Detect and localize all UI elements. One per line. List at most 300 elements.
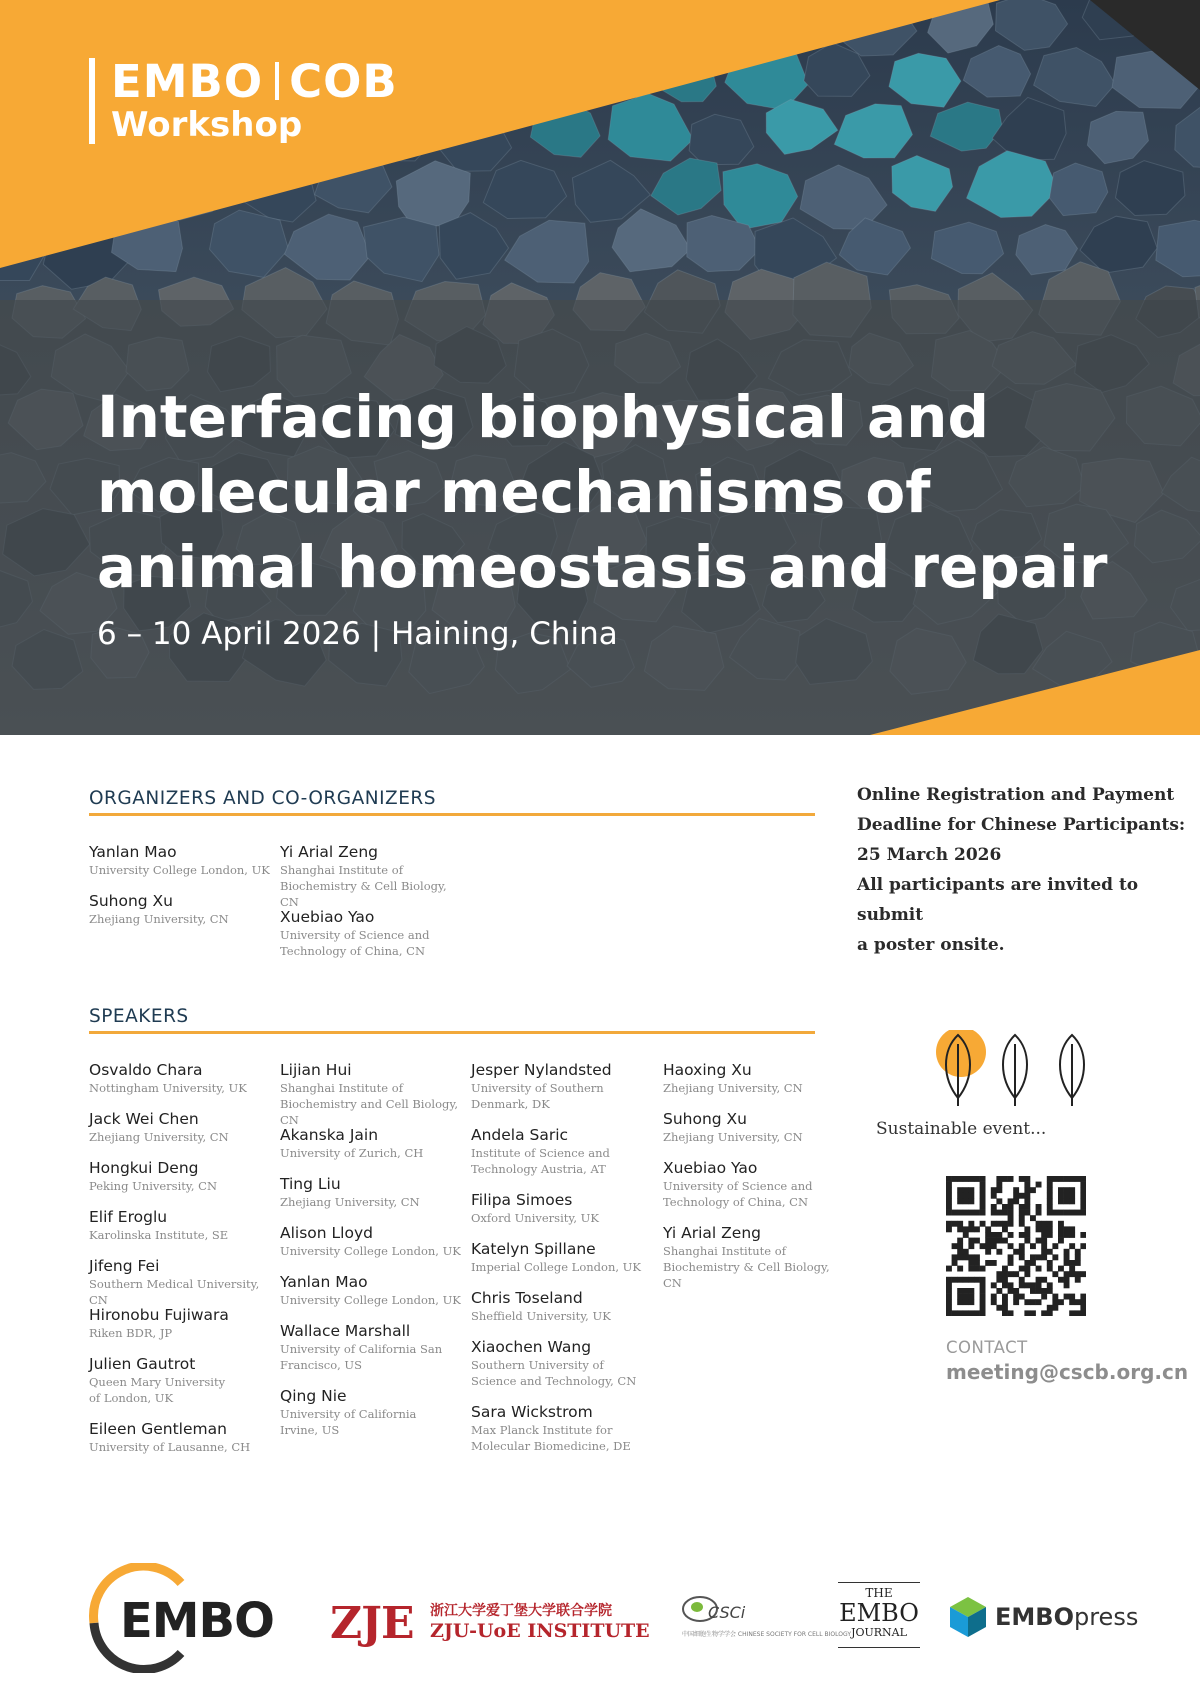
speaker-entry [471,1289,656,1324]
qr-module [1047,1193,1053,1199]
qr-module [985,1260,991,1266]
qr-module [1024,1204,1030,1210]
qr-module [963,1193,969,1199]
qr-module [1019,1282,1025,1288]
qr-module [996,1198,1002,1204]
qr-module [957,1294,963,1300]
qr-module [968,1266,974,1272]
qr-module [952,1277,958,1283]
qr-module [1019,1266,1025,1272]
registration-line-1: Online Registration and Payment [857,785,1175,805]
speaker-entry [89,1159,274,1194]
person-name: Qing Nie [280,1387,347,1405]
qr-module [1047,1232,1053,1238]
registration-notice [857,780,1187,960]
qr-module [1008,1176,1014,1182]
person-name: Haoxing Xu [663,1061,752,1079]
qr-module [1036,1221,1042,1227]
qr-module [1008,1310,1014,1316]
qr-module [1002,1204,1008,1210]
qr-module [1069,1210,1075,1216]
qr-module [1069,1187,1075,1193]
qr-module [1064,1282,1070,1288]
qr-module [1052,1243,1058,1249]
qr-module [1047,1288,1053,1294]
qr-module [1064,1187,1070,1193]
person-affiliation: University of Science and Technology of China, CN [663,1179,813,1209]
qr-module [980,1221,986,1227]
person-name: Katelyn Spillane [471,1240,596,1258]
qr-module [996,1305,1002,1311]
zje-mark: ZJE [330,1598,414,1649]
qr-module [1069,1310,1075,1316]
press-bold: EMBO [995,1603,1074,1631]
qr-module [1013,1193,1019,1199]
qr-module [957,1299,963,1305]
person-affiliation: Shanghai Institute of Biochemistry and Cell Biology, CN [280,1081,458,1127]
speaker-entry [280,1224,465,1259]
qr-module [1024,1210,1030,1216]
qr-module [1058,1221,1064,1227]
contact-email-link[interactable]: meeting@cscb.org.cn [946,1360,1189,1384]
person-affiliation: University of California San Francisco, US [280,1342,443,1372]
person-name: Filipa Simoes [471,1191,573,1209]
qr-module [1019,1215,1025,1221]
registration-line-2: Deadline for Chinese Participants: [857,815,1186,835]
qr-module [1036,1182,1042,1188]
qr-module [1041,1277,1047,1283]
person-name: Alison Lloyd [280,1224,373,1242]
qr-module [1064,1294,1070,1300]
qr-module [1041,1243,1047,1249]
qr-module [996,1176,1002,1182]
qr-module [1036,1277,1042,1283]
qr-module [1080,1198,1086,1204]
qr-module [1041,1226,1047,1232]
qr-module [957,1277,963,1283]
qr-module [1036,1226,1042,1232]
csci-subtitle: 中国细胞生物学学会 CHINESE SOCIETY FOR CELL BIOLOGY [682,1631,851,1638]
qr-module [1024,1238,1030,1244]
person-name: Yanlan Mao [89,843,177,861]
qr-module [991,1238,997,1244]
qr-module [1052,1176,1058,1182]
qr-module [957,1198,963,1204]
qr-module [968,1260,974,1266]
organizer-entry [89,892,274,927]
qr-module [1030,1282,1036,1288]
qr-module [980,1198,986,1204]
qr-module [1041,1249,1047,1255]
person-affiliation: Southern University of Science and Technology, CN [471,1358,637,1388]
qr-module [996,1187,1002,1193]
qr-module [946,1305,952,1311]
title-line-3: animal homeostasis and repair [97,533,1108,601]
qr-module [1030,1243,1036,1249]
qr-module [1075,1254,1081,1260]
qr-module [1069,1271,1075,1277]
qr-module [1019,1254,1025,1260]
qr-module [1058,1187,1064,1193]
qr-module [1019,1221,1025,1227]
embo-cob-workshop-brand [89,55,398,145]
person-affiliation: Zhejiang University, CN [663,1081,803,1095]
qr-module [1008,1204,1014,1210]
qr-module [952,1176,958,1182]
speaker-entry [280,1126,465,1161]
qr-module [980,1310,986,1316]
registration-deadline: 25 March 2026 [857,845,1002,865]
qr-module [963,1198,969,1204]
speaker-entry [663,1061,848,1096]
qr-module [996,1182,1002,1188]
qr-module [1047,1282,1053,1288]
person-name: Akanska Jain [280,1126,379,1144]
person-affiliation: Shanghai Institute of Biochemistry & Cell Biology, CN [280,863,447,909]
person-name: Yi Arial Zeng [280,843,378,861]
qr-module [946,1182,952,1188]
qr-module [1058,1210,1064,1216]
speaker-entry [471,1191,656,1226]
qr-module [1069,1226,1075,1232]
qr-module [991,1187,997,1193]
qr-module [1036,1282,1042,1288]
qr-module [968,1254,974,1260]
qr-module [1058,1238,1064,1244]
qr-module [1075,1210,1081,1216]
leaf-icon [1003,1035,1027,1106]
zje-english-name: ZJU-UoE INSTITUTE [430,1620,650,1642]
qr-module [946,1210,952,1216]
person-affiliation: University of California Irvine, US [280,1407,417,1437]
qr-module [963,1187,969,1193]
person-affiliation: Oxford University, UK [471,1211,599,1225]
qr-module [980,1193,986,1199]
speaker-entry [280,1175,465,1210]
person-name: Eileen Gentleman [89,1420,227,1438]
qr-module [1080,1187,1086,1193]
qr-module [980,1210,986,1216]
qr-module [991,1232,997,1238]
qr-module [1019,1210,1025,1216]
qr-module [968,1187,974,1193]
qr-module [996,1238,1002,1244]
qr-module [1036,1288,1042,1294]
qr-module [1047,1226,1053,1232]
qr-module [1069,1299,1075,1305]
person-name: Lijian Hui [280,1061,352,1079]
qr-module [963,1254,969,1260]
qr-module [974,1176,980,1182]
qr-module [1024,1182,1030,1188]
person-name: Xuebiao Yao [663,1159,758,1177]
qr-module [968,1193,974,1199]
embo-press-logo[interactable] [948,1595,1139,1639]
hero-banner [0,0,1200,735]
qr-module [980,1288,986,1294]
qr-module [996,1271,1002,1277]
qr-module [974,1266,980,1272]
brand-cob: COB [289,55,398,108]
speaker-entry [89,1061,274,1096]
qr-module [968,1176,974,1182]
qr-module [980,1266,986,1272]
person-name: Elif Eroglu [89,1208,168,1226]
qr-module [1030,1288,1036,1294]
qr-module [968,1226,974,1232]
qr-module [1047,1221,1053,1227]
person-affiliation: Shanghai Institute of Biochemistry & Cell Biology, CN [663,1244,830,1290]
qr-module [991,1260,997,1266]
qr-module [963,1277,969,1283]
qr-module [1024,1176,1030,1182]
qr-module [991,1221,997,1227]
qr-module [1036,1204,1042,1210]
qr-module [1069,1294,1075,1300]
qr-module [1064,1210,1070,1216]
qr-module [1024,1299,1030,1305]
person-affiliation: Peking University, CN [89,1179,218,1193]
qr-module [1013,1271,1019,1277]
speaker-entry [471,1061,653,1112]
qr-module [957,1288,963,1294]
qr-module [963,1249,969,1255]
person-name: Xiaochen Wang [471,1338,592,1356]
qr-module [1064,1271,1070,1277]
qr-module [1030,1254,1036,1260]
qr-module [957,1254,963,1260]
qr-module [1058,1176,1064,1182]
qr-module [1030,1310,1036,1316]
qr-module [1019,1204,1025,1210]
qr-module [1075,1299,1081,1305]
qr-module [963,1210,969,1216]
qr-module [1058,1266,1064,1272]
speaker-entry [89,1355,239,1406]
speaker-entry [89,1110,274,1145]
qr-module [946,1204,952,1210]
qr-module [1069,1198,1075,1204]
qr-module [946,1193,952,1199]
brand-embo: EMBO [111,55,264,108]
qr-module [1019,1243,1025,1249]
person-affiliation: University College London, UK [89,863,270,877]
qr-module [980,1294,986,1300]
qr-module [991,1294,997,1300]
qr-module [991,1210,997,1216]
qr-module [1008,1282,1014,1288]
qr-module [1058,1198,1064,1204]
person-affiliation: University College London, UK [280,1244,461,1258]
qr-module [952,1210,958,1216]
qr-module [1047,1204,1053,1210]
qr-module [1080,1310,1086,1316]
workshop-title [97,380,1177,605]
qr-module [968,1210,974,1216]
qr-module [946,1198,952,1204]
qr-module [1052,1294,1058,1300]
qr-module [946,1310,952,1316]
organizer-entry [89,843,274,878]
qr-module [1041,1254,1047,1260]
person-affiliation: Sheffield University, UK [471,1309,611,1323]
qr-module [1080,1204,1086,1210]
qr-module [952,1260,958,1266]
person-affiliation: Karolinska Institute, SE [89,1228,229,1242]
qr-module [1064,1249,1070,1255]
person-name: Yi Arial Zeng [663,1224,761,1242]
qr-module [1008,1271,1014,1277]
person-name: Jack Wei Chen [89,1110,199,1128]
qr-module [996,1288,1002,1294]
qr-module [957,1226,963,1232]
person-affiliation: Queen Mary University of London, UK [89,1375,226,1405]
qr-code[interactable] [946,1176,1086,1316]
speaker-entry [89,1420,274,1455]
person-affiliation: University of Zurich, CH [280,1146,424,1160]
organizer-entry [280,843,460,910]
qr-module [1064,1260,1070,1266]
sustainability-leaves [930,1030,1100,1110]
qr-module [1052,1271,1058,1277]
person-affiliation: Institute of Science and Technology Austria, AT [471,1146,610,1176]
person-affiliation: Imperial College London, UK [471,1260,641,1274]
embo-journal-logo[interactable] [838,1582,920,1648]
csci-name: CSCi [708,1603,746,1622]
qr-module [968,1243,974,1249]
person-affiliation: Zhejiang University, CN [663,1130,803,1144]
person-name: Ting Liu [280,1175,341,1193]
person-name: Jesper Nylandsted [471,1061,612,1079]
qr-module [1008,1210,1014,1216]
qr-module [1080,1176,1086,1182]
qr-module [1058,1299,1064,1305]
person-affiliation: Zhejiang University, CN [280,1195,420,1209]
title-line-1: Interfacing biophysical and [97,383,989,451]
qr-module [1002,1305,1008,1311]
csci-logo[interactable] [680,1591,851,1651]
qr-module [946,1226,952,1232]
qr-module [946,1221,952,1227]
qr-module [1002,1266,1008,1272]
speaker-entry [280,1061,465,1128]
qr-module [957,1310,963,1316]
qr-module [1019,1277,1025,1283]
qr-module [1058,1277,1064,1283]
qr-module [1075,1271,1081,1277]
cell-shape [1050,163,1108,216]
person-name: Yanlan Mao [280,1273,368,1291]
qr-module [1019,1232,1025,1238]
qr-module [946,1294,952,1300]
person-affiliation: Southern Medical University, CN [89,1277,260,1307]
qr-module [1024,1260,1030,1266]
qr-module [980,1243,986,1249]
qr-module [957,1249,963,1255]
qr-module [1041,1238,1047,1244]
speaker-entry [280,1322,445,1373]
zje-logo[interactable] [330,1598,650,1649]
qr-module [1047,1305,1053,1311]
speaker-entry [89,1208,274,1243]
person-name: Hironobu Fujiwara [89,1306,229,1324]
qr-module [1030,1215,1036,1221]
qr-module [957,1210,963,1216]
qr-module [1080,1299,1086,1305]
qr-module [974,1226,980,1232]
qr-module [1058,1193,1064,1199]
qr-module [1047,1176,1053,1182]
qr-module [980,1299,986,1305]
qr-module [1019,1294,1025,1300]
qr-module [946,1299,952,1305]
qr-module [1002,1282,1008,1288]
qr-module [1041,1232,1047,1238]
qr-module [1024,1271,1030,1277]
embo-logo[interactable] [86,1563,291,1673]
qr-module [1024,1193,1030,1199]
qr-module [1047,1210,1053,1216]
dates-location: 6 – 10 April 2026 | Haining, China [97,616,618,652]
person-affiliation: Riken BDR, JP [89,1326,173,1340]
qr-module [963,1294,969,1300]
qr-module [996,1221,1002,1227]
qr-module [1041,1288,1047,1294]
qr-module [957,1243,963,1249]
qr-module [968,1277,974,1283]
speaker-entry [663,1224,838,1291]
person-affiliation: Zhejiang University, CN [89,1130,229,1144]
speaker-entry [663,1110,848,1145]
qr-module [952,1243,958,1249]
speaker-entry [280,1273,465,1308]
person-affiliation: University of Southern Denmark, DK [471,1081,604,1111]
qr-module [1041,1294,1047,1300]
qr-module [1075,1176,1081,1182]
qr-module [968,1221,974,1227]
qr-module [996,1277,1002,1283]
qr-module [1008,1198,1014,1204]
person-name: Hongkui Deng [89,1159,199,1177]
speaker-entry [471,1403,631,1454]
qr-module [1047,1182,1053,1188]
qr-module [985,1238,991,1244]
qr-module [991,1282,997,1288]
qr-module [1064,1277,1070,1283]
speakers-heading: SPEAKERS [89,1006,815,1034]
zje-chinese-name: 浙江大学爱丁堡大学联合学院 [430,1603,612,1619]
qr-module [991,1193,997,1199]
qr-module [946,1176,952,1182]
journal-the: THE [865,1586,893,1600]
speaker-entry [663,1159,813,1210]
qr-module [957,1193,963,1199]
qr-module [963,1310,969,1316]
qr-module [980,1187,986,1193]
qr-module [968,1294,974,1300]
qr-module [1019,1249,1025,1255]
qr-module [991,1299,997,1305]
qr-module [1008,1215,1014,1221]
qr-module [1008,1243,1014,1249]
qr-module [957,1266,963,1272]
press-light: press [1073,1603,1139,1631]
qr-module [991,1204,997,1210]
qr-module [963,1299,969,1305]
qr-module [985,1249,991,1255]
person-name: Suhong Xu [663,1110,748,1128]
contact-label: CONTACT [946,1338,1028,1357]
